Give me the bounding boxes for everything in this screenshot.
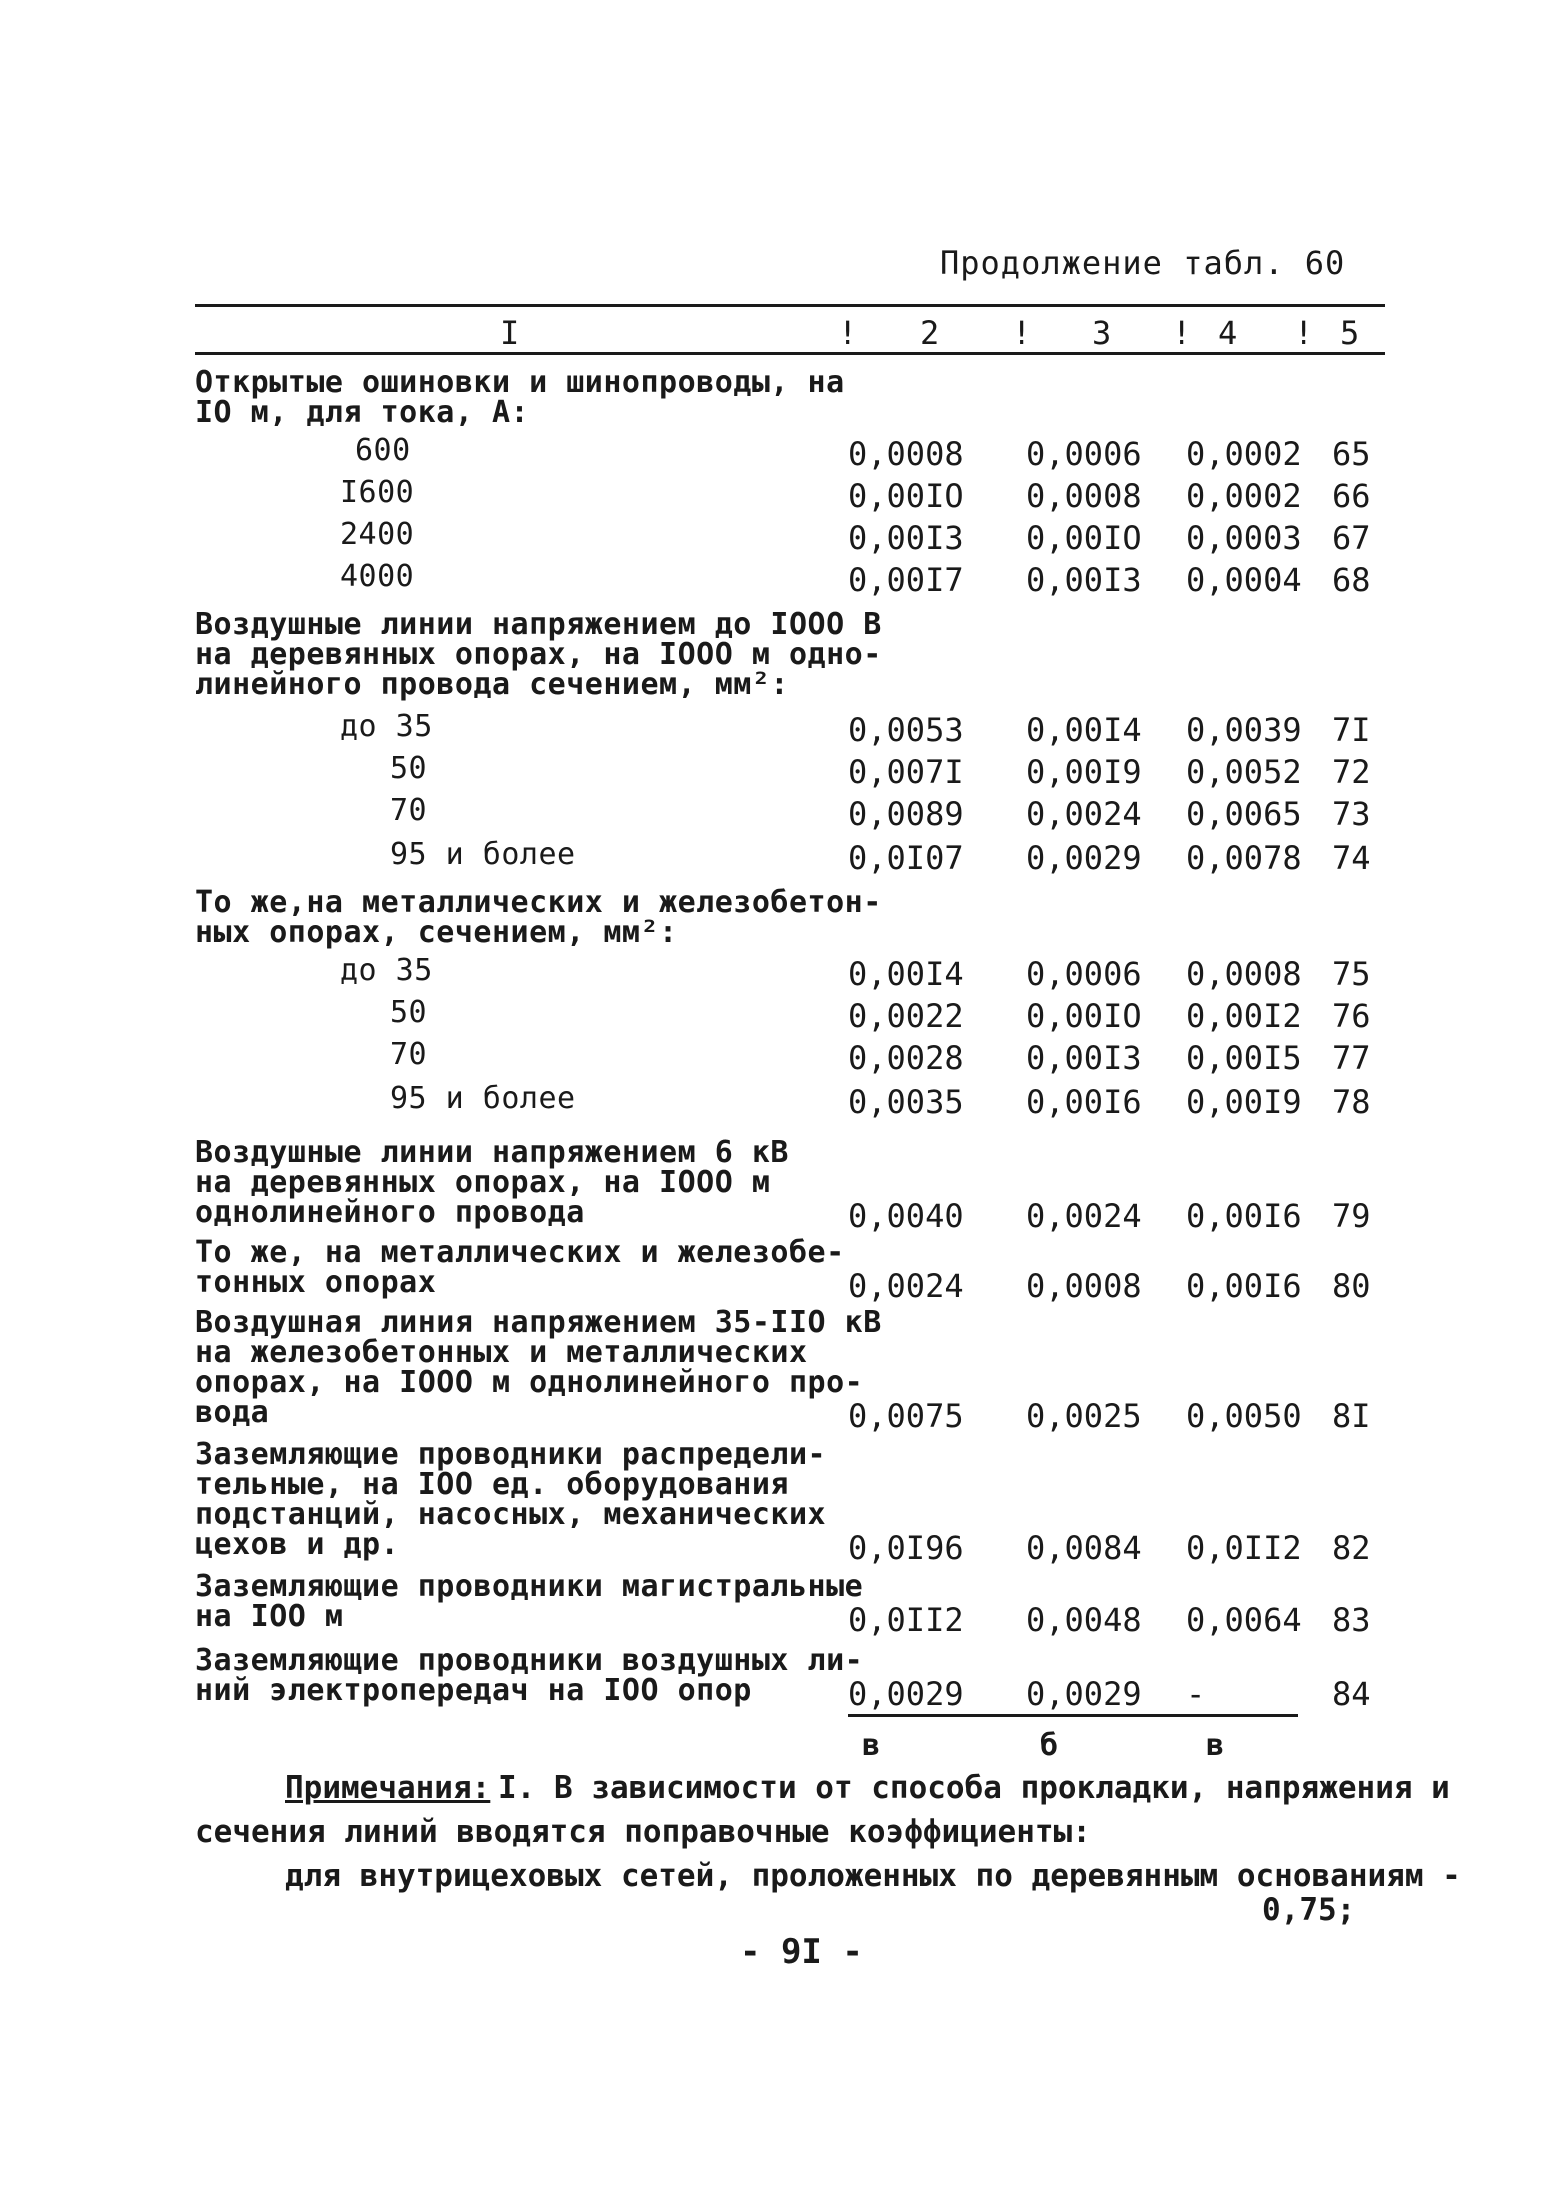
- row-value: 0,00IO: [1026, 997, 1142, 1035]
- row-label: То же,на металлических и железобетон- ных опорах, сечением, мм²:: [195, 885, 882, 950]
- row-value: 0,0024: [1026, 795, 1142, 833]
- row-value: 80: [1332, 1267, 1371, 1305]
- row-value: 0,00I4: [848, 955, 964, 993]
- row-label: I600: [340, 475, 415, 510]
- row-value: 75: [1332, 955, 1371, 993]
- row-label: 95 и более: [390, 1081, 576, 1116]
- row-value: 0,0028: [848, 1039, 964, 1077]
- row-value: 0,0002: [1186, 477, 1302, 515]
- row-value: 0,0008: [848, 435, 964, 473]
- row-value: 0,0035: [848, 1083, 964, 1121]
- row-value: 0,00I3: [848, 519, 964, 557]
- row-value: 82: [1332, 1529, 1371, 1567]
- row-value: 73: [1332, 795, 1371, 833]
- notes-line-3: для внутрицеховых сетей, проложенных по деревянным основаниям -: [285, 1858, 1461, 1894]
- row-label: Заземляющие проводники воздушных ли- ний электропередач на IOO опор: [195, 1643, 864, 1708]
- row-value: 0,00IO: [1026, 519, 1142, 557]
- row-value: 76: [1332, 997, 1371, 1035]
- table-caption: [940, 244, 1345, 282]
- caption-table-ref: табл.: [1183, 244, 1285, 282]
- row-label: Заземляющие проводники распредели- тельные, на IOO ед. оборудования подстанций, насосных, механических цехов и др.: [195, 1437, 827, 1562]
- row-value: 0,0024: [1026, 1197, 1142, 1235]
- row-value: 0,0084: [1026, 1529, 1142, 1567]
- row-value: 0,0065: [1186, 795, 1302, 833]
- table-header-rule: [195, 352, 1385, 355]
- row-value: 0,0052: [1186, 753, 1302, 791]
- row-label: 95 и более: [390, 837, 576, 872]
- row-label: 50: [390, 751, 428, 786]
- caption-text: Продолжение: [940, 244, 1163, 282]
- row-value: 0,0048: [1026, 1601, 1142, 1639]
- notes-line-2: сечения линий вводятся поправочные коэффициенты:: [195, 1814, 1091, 1850]
- row-label: Открытые ошиновки и шинопроводы, на IO м, для тока, А:: [195, 365, 845, 430]
- row-value: 0,0075: [848, 1397, 964, 1435]
- row-label: Воздушные линии напряжением до IOOO В на деревянных опорах, на IOOO м одно- линейного провода сечением, мм²:: [195, 607, 882, 702]
- header-separator: !: [1012, 314, 1032, 352]
- row-value: 0,0078: [1186, 839, 1302, 877]
- row-label: Воздушные линии напряжением 6 кВ на деревянных опорах, на IOOO м однолинейного провода: [195, 1135, 789, 1230]
- row-value: 0,0050: [1186, 1397, 1302, 1435]
- header-separator: !: [1172, 314, 1192, 352]
- row-value: 0,007I: [848, 753, 964, 791]
- row-value: 0,0039: [1186, 711, 1302, 749]
- header-col-1: I: [500, 314, 520, 352]
- row-value: 0,00I7: [848, 561, 964, 599]
- header-separator: !: [1294, 314, 1314, 352]
- page-number: - 9I -: [740, 1932, 863, 1972]
- row-value: 0,0040: [848, 1197, 964, 1235]
- row-label: 4000: [340, 559, 415, 594]
- row-value: 79: [1332, 1197, 1371, 1235]
- row-label: То же, на металлических и железобе- тонных опорах: [195, 1235, 845, 1300]
- caption-table-number: 60: [1304, 244, 1346, 282]
- row-label: до 35: [340, 953, 433, 988]
- notes-line-4: 0,75;: [1262, 1892, 1356, 1928]
- row-value: -: [1186, 1675, 1206, 1713]
- row-value: 68: [1332, 561, 1371, 599]
- row-value: 0,0024: [848, 1267, 964, 1305]
- row-value: 0,0008: [1026, 477, 1142, 515]
- row-value: 0,0029: [1026, 839, 1142, 877]
- row-value: 0,0006: [1026, 435, 1142, 473]
- row-value: 0,0029: [848, 1675, 964, 1713]
- row-label: 70: [390, 793, 428, 828]
- row-value: 8I: [1332, 1397, 1371, 1435]
- row-value: 0,0008: [1186, 955, 1302, 993]
- row-value: 0,0II2: [1186, 1529, 1302, 1567]
- table-top-rule: [195, 304, 1385, 307]
- row-value: 0,00I6: [1026, 1083, 1142, 1121]
- row-label: 600: [355, 433, 411, 468]
- row-value: 83: [1332, 1601, 1371, 1639]
- row-value: 7I: [1332, 711, 1371, 749]
- row-label: 70: [390, 1037, 428, 1072]
- row-value: 0,00I5: [1186, 1039, 1302, 1077]
- row-value: 0,0029: [1026, 1675, 1142, 1713]
- row-value: 0,0064: [1186, 1601, 1302, 1639]
- row-value: 72: [1332, 753, 1371, 791]
- row-label: до 35: [340, 709, 433, 744]
- column-letter: в: [1206, 1728, 1225, 1763]
- row-value: 0,0004: [1186, 561, 1302, 599]
- row-value: 0,00I9: [1186, 1083, 1302, 1121]
- row-value: 0,0006: [1026, 955, 1142, 993]
- row-value: 0,0025: [1026, 1397, 1142, 1435]
- row-value: 66: [1332, 477, 1371, 515]
- row-value: 0,0003: [1186, 519, 1302, 557]
- row-value: 0,0I96: [848, 1529, 964, 1567]
- row-value: 0,00I3: [1026, 1039, 1142, 1077]
- header-col-2: 2: [920, 314, 940, 352]
- column-letter: б: [1040, 1728, 1059, 1763]
- row-value: 84: [1332, 1675, 1371, 1713]
- row-value: 0,0I07: [848, 839, 964, 877]
- header-col-5: 5: [1340, 314, 1360, 352]
- row-value: 0,00I9: [1026, 753, 1142, 791]
- row-value: 0,0053: [848, 711, 964, 749]
- row-value: 0,00I6: [1186, 1197, 1302, 1235]
- row-value: 0,0008: [1026, 1267, 1142, 1305]
- notes-label: Примечания:: [285, 1770, 491, 1806]
- row-value: 65: [1332, 435, 1371, 473]
- header-separator: !: [838, 314, 858, 352]
- row-value: 0,0089: [848, 795, 964, 833]
- row-value: 74: [1332, 839, 1371, 877]
- row-value: 67: [1332, 519, 1371, 557]
- row-value: 0,00I3: [1026, 561, 1142, 599]
- row-value: 0,0002: [1186, 435, 1302, 473]
- row-label: Заземляющие проводники магистральные на IOO м: [195, 1569, 864, 1634]
- row-value: 0,00I2: [1186, 997, 1302, 1035]
- header-col-3: 3: [1092, 314, 1112, 352]
- column-letter: в: [862, 1728, 881, 1763]
- row-value: 0,0022: [848, 997, 964, 1035]
- table-bottom-rule: [848, 1714, 1298, 1717]
- row-label: Воздушная линия напряжением 35-IIO кВ на железобетонных и металлических опорах, на IOOO м однолинейного про- вода: [195, 1305, 882, 1430]
- row-label: 2400: [340, 517, 415, 552]
- row-value: 77: [1332, 1039, 1371, 1077]
- row-value: 0,00I4: [1026, 711, 1142, 749]
- row-value: 0,00I6: [1186, 1267, 1302, 1305]
- row-value: 0,00IO: [848, 477, 964, 515]
- header-col-4: 4: [1218, 314, 1238, 352]
- row-value: 0,0II2: [848, 1601, 964, 1639]
- row-value: 78: [1332, 1083, 1371, 1121]
- row-label: 50: [390, 995, 428, 1030]
- notes-line-1: I. В зависимости от способа прокладки, напряжения и: [498, 1770, 1450, 1806]
